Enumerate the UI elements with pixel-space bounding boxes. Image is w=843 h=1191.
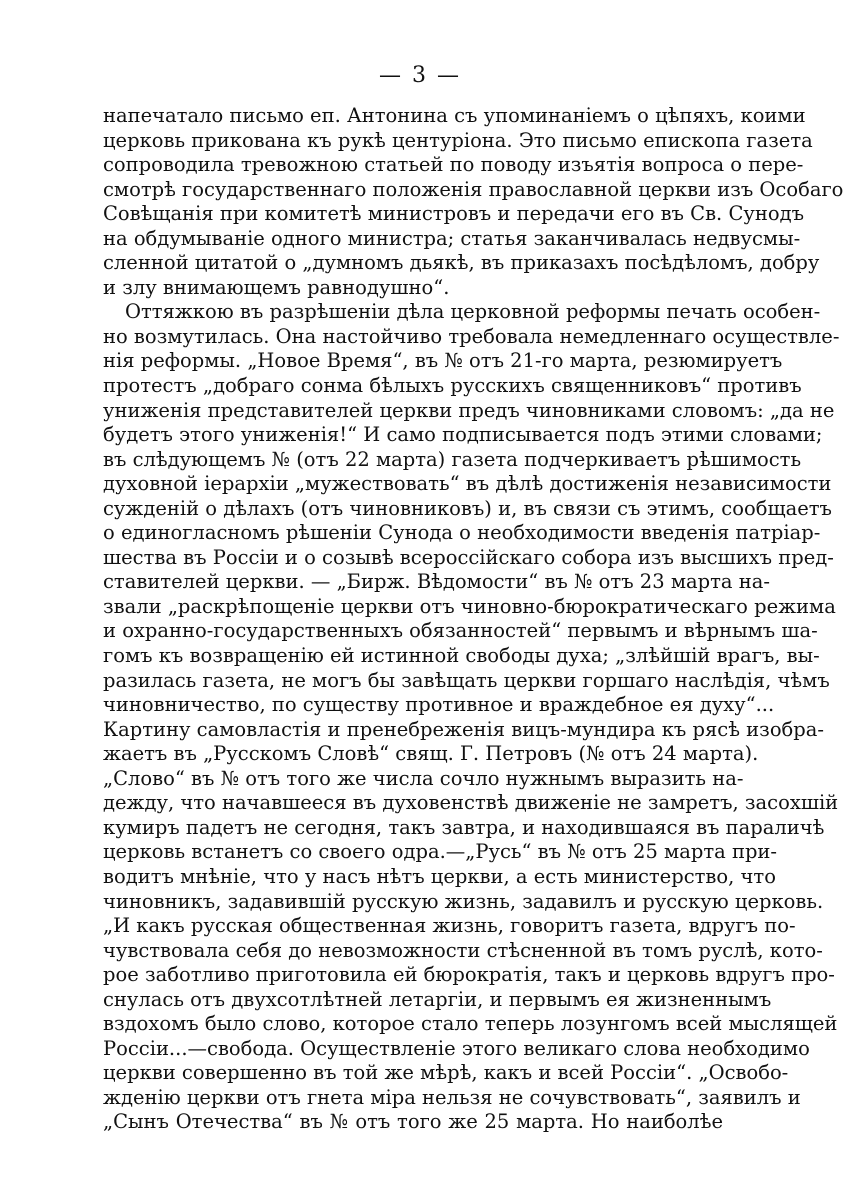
text-line: чиновничество, по существу противное и враждебное ея духу“... — [103, 693, 775, 717]
text-line: чувствовала себя до невозможности стѣсненной въ томъ руслѣ, кото- — [103, 938, 823, 962]
text-line: церковь прикована къ рукѣ центуріона. Это письмо епископа газета — [103, 128, 813, 152]
text-line: рое заботливо приготовила ей бюрократія, такъ и церковь вдругъ про- — [103, 963, 835, 987]
text-line: нія реформы. „Новое Время“, въ № отъ 21-го марта, резюмируетъ — [103, 349, 783, 373]
text-line: чиновникъ, задавившій русскую жизнь, задавилъ и русскую церковь. — [103, 889, 824, 913]
text-line: будетъ этого униженія!“ И само подписывается подъ этими словами; — [103, 423, 823, 447]
text-line: кумиръ падетъ не сегодня, такъ завтра, и находившаяся въ параличѣ — [103, 815, 825, 839]
text-line: церковь встанетъ со своего одра.—„Русь“ въ № отъ 25 марта при- — [103, 840, 778, 864]
text-line: протестъ „добраго сонма бѣлыхъ русскихъ священниковъ“ противъ — [103, 374, 802, 398]
text-line: дежду, что начавшееся въ духовенствѣ движеніе не замретъ, засохшій — [103, 791, 839, 815]
text-line: Совѣщанія при комитетѣ министровъ и передачи его въ Св. Сунодъ — [103, 202, 804, 226]
text-line: сужденій о дѣлахъ (отъ чиновниковъ) и, въ связи съ этимъ, сообщаетъ — [103, 496, 832, 520]
text-line: о единогласномъ рѣшеніи Сунода о необходимости введенія патріар- — [103, 521, 821, 545]
text-line: „Сынъ Отечества“ въ № отъ того же 25 марта. Но наиболѣе — [103, 1110, 723, 1134]
text-line: сопроводила тревожною статьей по поводу изъятія вопроса о пере- — [103, 153, 804, 177]
text-line: напечатало письмо еп. Антонина съ упоминаніемъ о цѣпяхъ, коими — [103, 104, 806, 127]
text-line: въ слѣдующемъ № (отъ 22 марта) газета подчеркиваетъ рѣшимость — [103, 447, 802, 471]
text-line: снулась отъ двухсотлѣтней летаргіи, и первымъ ея жизненнымъ — [103, 987, 772, 1011]
body-text — [103, 104, 843, 1135]
text-line: Россіи...—свобода. Осуществленіе этого великаго слова необходимо — [103, 1036, 810, 1060]
text-line: и охранно-государственныхъ обязанностей“ первымъ и вѣрнымъ ша- — [103, 619, 818, 643]
text-line: водитъ мнѣніе, что у насъ нѣтъ церкви, а есть министерство, что — [103, 864, 776, 888]
text-line: на обдумываніе одного министра; статья заканчивалась недвусмы- — [103, 226, 801, 250]
text-line: Картину самовластія и пренебреженія вицъ-мундира къ рясѣ изобра- — [103, 717, 824, 741]
text-line: вздохомъ было слово, которое стало теперь лозунгомъ всей мыслящей — [103, 1012, 838, 1036]
text-line: жаетъ въ „Русскомъ Словѣ“ свящ. Г. Петровъ (№ отъ 24 марта). — [103, 742, 759, 766]
text-line: но возмутилась. Она настойчиво требовала немедленнаго осуществле- — [103, 324, 840, 348]
text-line: „И какъ русская общественная жизнь, говоритъ газета, вдругъ по- — [103, 914, 796, 938]
text-line: духовной іерархіи „мужествовать“ въ дѣлѣ достиженія независимости — [103, 472, 832, 496]
text-line: сленной цитатой о „думномъ дьякѣ, въ приказахъ посѣдѣломъ, добру — [103, 251, 820, 275]
text-line: гомъ къ возвращенію ей истинной свободы духа; „злѣйшій врагъ, вы- — [103, 644, 820, 668]
text-line: униженія представителей церкви предъ чиновниками словомъ: „да не — [103, 398, 835, 422]
text-line: Оттяжкою въ разрѣшеніи дѣла церковной реформы печать особен- — [125, 300, 821, 324]
text-line: и злу внимающемъ равнодушно“. — [103, 275, 450, 299]
text-line: ставителей церкви. — „Бирж. Вѣдомости“ въ № отъ 23 марта на- — [103, 570, 770, 594]
text-line: жденію церкви отъ гнета міра нельзя не сочувствовать“, заявилъ и — [103, 1085, 801, 1109]
text-line: звали „раскрѣпощеніе церкви отъ чиновно-бюрократическаго режима — [103, 594, 836, 618]
text-line: шества въ Россіи и о созывѣ всероссійскаго собора изъ высшихъ пред- — [103, 545, 834, 569]
text-line: „Слово“ въ № отъ того же числа сочло нужнымъ выразить на- — [103, 766, 744, 790]
text-line: смотрѣ государственнаго положенія православной церкви изъ Особаго — [103, 177, 843, 201]
text-line: церкви совершенно въ той же мѣрѣ, какъ и всей Россіи“. „Освобо- — [103, 1061, 789, 1085]
text-line: разилась газета, не могъ бы завѣщать церкви горшаго наслѣдія, чѣмъ — [103, 668, 830, 692]
page-number-header: — 3 — — [379, 63, 461, 88]
